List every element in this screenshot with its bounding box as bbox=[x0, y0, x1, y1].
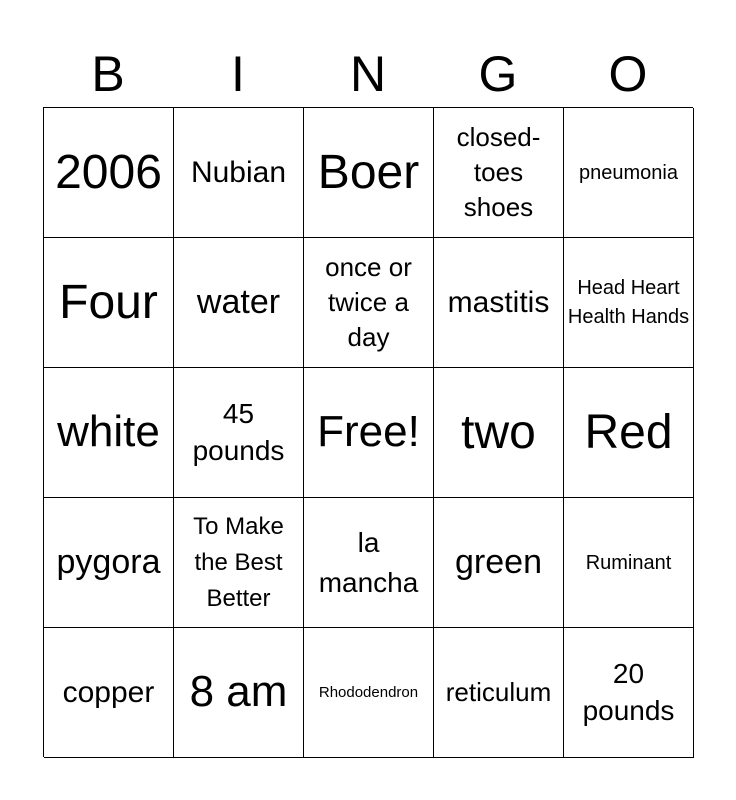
cell-text: copper bbox=[62, 675, 155, 709]
header-letter-n: N bbox=[349, 46, 387, 102]
bingo-cell[interactable] bbox=[564, 628, 694, 758]
bingo-cell[interactable] bbox=[434, 238, 564, 368]
header-letter-b: B bbox=[91, 46, 125, 102]
bingo-cell[interactable] bbox=[304, 108, 434, 238]
bingo-cell[interactable] bbox=[434, 498, 564, 628]
free-space[interactable] bbox=[304, 368, 434, 498]
bingo-cell[interactable] bbox=[564, 498, 694, 628]
bingo-cell[interactable] bbox=[174, 108, 304, 238]
cell-text: Nubian bbox=[190, 155, 287, 189]
bingo-cell[interactable] bbox=[44, 238, 174, 368]
cell-text: Rhododendron bbox=[318, 683, 419, 701]
cell-text: reticulum bbox=[445, 676, 552, 707]
cell-text: Boer bbox=[317, 145, 420, 199]
bingo-board bbox=[43, 107, 693, 757]
cell-text: Free! bbox=[317, 407, 420, 457]
cell-text: To Make the Best Better bbox=[193, 512, 284, 612]
cell-text: 20 pounds bbox=[582, 658, 675, 726]
cell-text: 45 pounds bbox=[192, 398, 285, 466]
header-letter-o: O bbox=[608, 46, 648, 102]
cell-text: Head Heart Health Hands bbox=[567, 276, 690, 328]
cell-text: water bbox=[196, 283, 281, 322]
cell-text: mastitis bbox=[447, 285, 550, 319]
cell-text: white bbox=[57, 407, 160, 457]
cell-text: Four bbox=[59, 275, 158, 329]
cell-text: la mancha bbox=[318, 527, 419, 598]
bingo-cell[interactable] bbox=[304, 238, 434, 368]
bingo-cell[interactable] bbox=[564, 368, 694, 498]
bingo-cell[interactable] bbox=[304, 498, 434, 628]
bingo-cell[interactable] bbox=[44, 368, 174, 498]
cell-text: 8 am bbox=[189, 667, 288, 717]
bingo-cell[interactable] bbox=[434, 368, 564, 498]
bingo-cell[interactable] bbox=[564, 238, 694, 368]
bingo-cell[interactable] bbox=[44, 108, 174, 238]
header-letter-g: G bbox=[478, 46, 518, 102]
bingo-cell[interactable] bbox=[564, 108, 694, 238]
cell-text: pygora bbox=[56, 543, 161, 582]
bingo-cell[interactable] bbox=[434, 108, 564, 238]
bingo-cell[interactable] bbox=[44, 498, 174, 628]
cell-text: closed-toes shoes bbox=[456, 121, 541, 223]
bingo-cell[interactable] bbox=[44, 628, 174, 758]
cell-text: once or twice a day bbox=[325, 251, 412, 353]
cell-text: two bbox=[461, 405, 536, 459]
bingo-cell[interactable] bbox=[434, 628, 564, 758]
cell-text: Red bbox=[584, 405, 673, 459]
bingo-cell[interactable] bbox=[174, 498, 304, 628]
bingo-cell[interactable] bbox=[174, 368, 304, 498]
cell-text: green bbox=[455, 543, 542, 582]
cell-text: Ruminant bbox=[585, 551, 672, 574]
bingo-cell[interactable] bbox=[174, 628, 304, 758]
cell-text: 2006 bbox=[55, 145, 162, 199]
bingo-cell[interactable] bbox=[304, 628, 434, 758]
cell-text: pneumonia bbox=[579, 161, 678, 184]
bingo-cell[interactable] bbox=[174, 238, 304, 368]
header-letter-i: I bbox=[231, 46, 245, 102]
bingo-header bbox=[43, 40, 693, 108]
